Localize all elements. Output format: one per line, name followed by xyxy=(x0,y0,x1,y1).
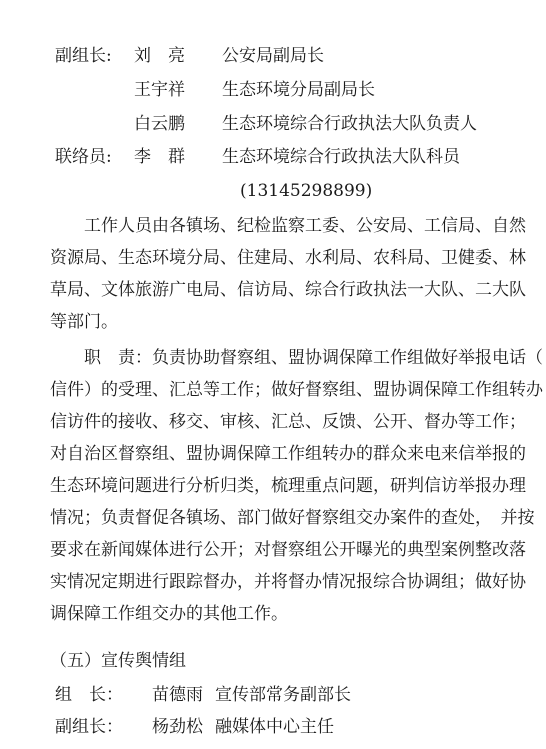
member-name: 王宇祥 xyxy=(134,80,185,100)
member-title: 宣传部常务副部长 xyxy=(215,685,351,705)
member-name: 苗德雨 xyxy=(152,685,203,705)
paragraph-line: 工作人员由各镇场、纪检监察工委、公安局、工信局、自然 xyxy=(50,216,526,236)
paragraph-line: 等部门。 xyxy=(50,312,118,332)
member-name: 李 群 xyxy=(134,147,185,167)
staff-paragraph xyxy=(50,210,526,338)
member-title: 公安局副局长 xyxy=(222,46,324,66)
member-title: 融媒体中心主任 xyxy=(215,717,334,737)
member-name: 刘 亮 xyxy=(134,46,185,66)
paragraph-line: 实情况定期进行跟踪督办，并将督办情况报综合协调组；做好协 xyxy=(50,572,526,592)
member-role: 联络员: xyxy=(55,147,112,167)
paragraph-line: 信件）的受理、汇总等工作；做好督察组、盟协调保障工作组转办 xyxy=(50,380,543,400)
paragraph-line: 草局、文体旅游广电局、信访局、综合行政执法一大队、二大队 xyxy=(50,280,526,300)
paragraph-line: 职 责：负责协助督察组、盟协调保障工作组做好举报电话（ xyxy=(50,348,543,368)
member-name: 杨劲松 xyxy=(152,717,203,737)
paragraph-line: 资源局、生态环境分局、住建局、水利局、农科局、卫健委、林 xyxy=(50,248,526,268)
contact-phone: (13145298899) xyxy=(240,181,373,201)
paragraph-line: 对自治区督察组、盟协调保障工作组转办的群众来电来信举报的 xyxy=(50,444,526,464)
member-title: 生态环境综合行政执法大队科员 xyxy=(222,147,460,167)
paragraph-line: 调保障工作组交办的其他工作。 xyxy=(50,604,288,624)
member-title: 生态环境综合行政执法大队负责人 xyxy=(222,114,477,134)
member-role: 组 长： xyxy=(55,685,123,705)
paragraph-line: 要求在新闻媒体进行公开；对督察组公开曝光的典型案例整改落 xyxy=(50,540,526,560)
paragraph-line: 情况；负责督促各镇场、部门做好督察组交办案件的查处， 并按 xyxy=(50,508,535,528)
duty-paragraph xyxy=(50,342,543,630)
paragraph-line: 信访件的接收、移交、审核、汇总、反馈、公开、督办等工作； xyxy=(50,412,526,432)
member-name: 白云鹏 xyxy=(134,114,185,134)
member-role: 副组长： xyxy=(55,717,123,737)
section-heading: （五）宣传舆情组 xyxy=(50,651,186,671)
member-title: 生态环境分局副局长 xyxy=(222,80,375,100)
member-role: 副组长: xyxy=(55,46,112,66)
paragraph-line: 生态环境问题进行分析归类，梳理重点问题，研判信访举报办理 xyxy=(50,476,526,496)
